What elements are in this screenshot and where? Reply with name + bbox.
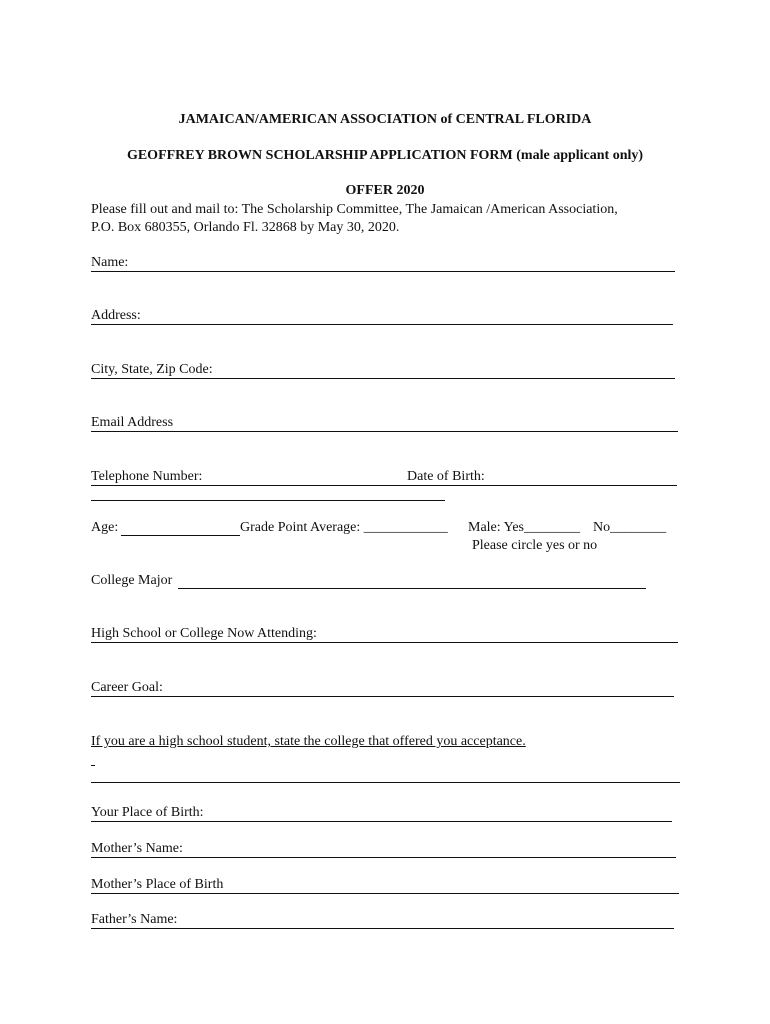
name-field[interactable] [91, 253, 675, 272]
career-goal-label: Career Goal: [91, 680, 163, 695]
age-label: Age: [91, 520, 119, 535]
father-name-label: Father’s Name: [91, 912, 178, 927]
telephone-field[interactable] [91, 467, 407, 486]
mother-place-of-birth-field[interactable] [91, 875, 679, 894]
email-field[interactable] [91, 413, 678, 432]
school-attending-label: High School or College Now Attending: [91, 626, 317, 641]
date-of-birth-field[interactable] [407, 467, 677, 486]
telephone-continuation-line [91, 500, 445, 501]
instructions [91, 201, 691, 237]
mother-name-field[interactable] [91, 839, 676, 858]
male-no-field[interactable]: No________ [593, 520, 667, 535]
instructions-line-2: P.O. Box 680355, Orlando Fl. 32868 by May 30, 2020. [91, 220, 400, 235]
organization-title: JAMAICAN/AMERICAN ASSOCIATION of CENTRAL FLORIDA [178, 112, 592, 127]
mother-place-of-birth-label: Mother’s Place of Birth [91, 877, 224, 892]
city-state-zip-field[interactable] [91, 360, 675, 379]
male-yes-field[interactable]: Male: Yes________ [468, 520, 581, 535]
college-acceptance-dash [91, 765, 95, 766]
address-label: Address: [91, 308, 141, 323]
offer-year: OFFER 2020 [345, 183, 425, 198]
instructions-line-1: Please fill out and mail to: The Scholarship Committee, The Jamaican /American Association, [91, 202, 618, 217]
mother-name-label: Mother’s Name: [91, 841, 183, 856]
name-label: Name: [91, 255, 129, 270]
form-title: GEOFFREY BROWN SCHOLARSHIP APPLICATION FORM (male applicant only) [126, 148, 644, 163]
address-field[interactable] [91, 306, 673, 325]
college-major-field[interactable] [91, 571, 646, 589]
gpa-field[interactable]: Grade Point Average: ____________ [240, 520, 448, 535]
date-of-birth-label: Date of Birth: [407, 469, 485, 484]
career-goal-field[interactable] [91, 678, 674, 697]
age-field[interactable] [91, 518, 239, 536]
circle-note: Please circle yes or no [472, 538, 598, 553]
place-of-birth-label: Your Place of Birth: [91, 805, 204, 820]
age-underline [121, 535, 240, 536]
college-major-label: College Major [91, 573, 173, 588]
city-state-zip-label: City, State, Zip Code: [91, 362, 213, 377]
school-attending-field[interactable] [91, 624, 678, 643]
college-major-underline [178, 588, 646, 589]
email-label: Email Address [91, 415, 174, 430]
college-acceptance-label: If you are a high school student, state the college that offered you acceptance. [91, 734, 526, 749]
college-acceptance-field[interactable] [91, 782, 680, 783]
telephone-label: Telephone Number: [91, 469, 203, 484]
father-name-field[interactable] [91, 910, 674, 929]
place-of-birth-field[interactable] [91, 803, 672, 822]
